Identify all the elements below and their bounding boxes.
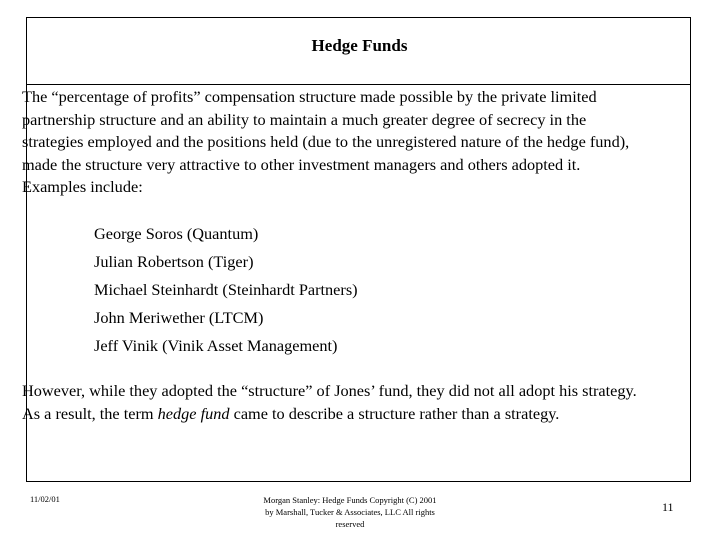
conclusion-term-italic: hedge fund <box>157 403 230 423</box>
footer-copyright-line: reserved <box>335 519 365 529</box>
conclusion-text-end: came to describe a structure rather than a strategy. <box>229 403 560 423</box>
example-item: George Soros (Quantum) <box>94 224 259 243</box>
example-item: John Meriwether (LTCM) <box>94 308 264 327</box>
intro-paragraph: The “percentage of profits” compensation structure made possible by the private limited partnership structure and an ability to maintain a much greater degree of secrecy in the strategies employed and the positions held (due to the unregistered nature of the hedge fund), made the structure very attractive to other investment managers and others adopted it. Examples include: <box>22 87 630 196</box>
footer-copyright <box>200 494 500 530</box>
examples-list <box>94 220 358 360</box>
title-divider <box>27 84 690 85</box>
conclusion-text-start: However, while they adopted the “structure” of Jones’ fund, they did not all adopt his strategy. As a result, the term <box>22 381 637 423</box>
example-item: Julian Robertson (Tiger) <box>94 252 254 271</box>
footer-date: 11/02/01 <box>30 494 60 504</box>
conclusion-paragraph <box>22 380 647 425</box>
page-number: 11 <box>662 500 674 514</box>
footer-copyright-line: by Marshall, Tucker & Associates, LLC All rights <box>265 507 435 517</box>
slide-title: Hedge Funds <box>311 36 408 55</box>
footer-copyright-line: Morgan Stanley: Hedge Funds Copyright (C) 2001 <box>263 495 437 505</box>
example-item: Michael Steinhardt (Steinhardt Partners) <box>94 280 358 299</box>
example-item: Jeff Vinik (Vinik Asset Management) <box>94 336 338 355</box>
